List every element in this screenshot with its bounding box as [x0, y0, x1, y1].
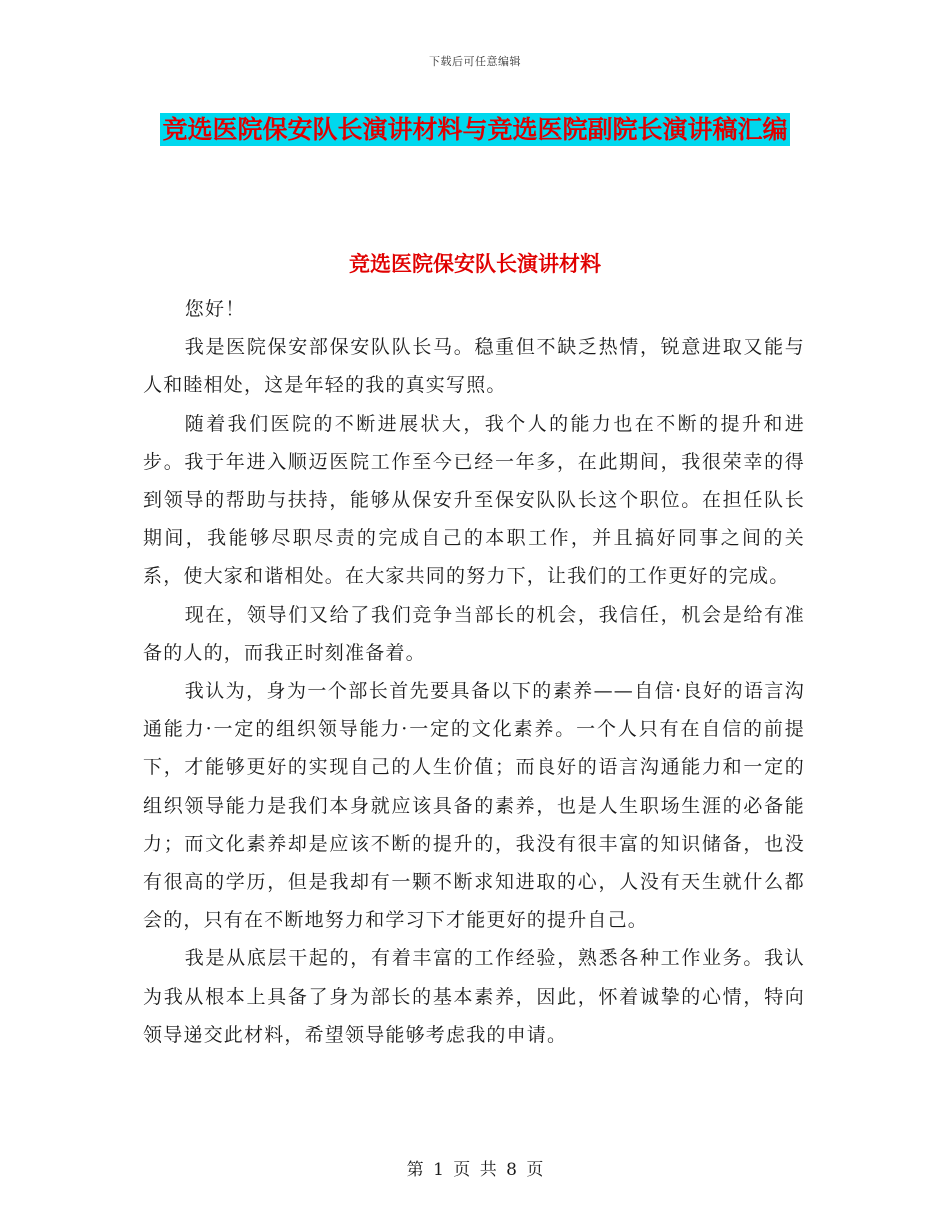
page-number: 第 1 页 共 8 页 [406, 1160, 544, 1180]
paragraph: 您好！ [184, 298, 246, 320]
section-title: 竞选医院保安队长演讲材料 [349, 252, 601, 276]
paragraph: 随着我们医院的不断进展状大，我个人的能力也在不断的提升和进步。我于年进入顺迈医院工作至今已经一年多，在此期间，我很荣幸的得到领导的帮助与扶持，能够从保安升至保安队队长这个职位。在担任队长期间，我能够尽职尽责的完成自己的本职工作，并且搞好同事之间的关系，使大家和谐相处。在大家共同的努力下，让我们的工作更好的完成。 [143, 412, 805, 588]
paragraph: 我认为，身为一个部长首先要具备以下的素养——自信·良好的语言沟通能力·一定的组织领导能力·一定的文化素养。一个人只有在自信的前提下，才能够更好的实现自己的人生价值；而良好的语言沟通能力和一定的组织领导能力是我们本身就应该具备的素养，也是人生职场生涯的必备能力；而文化素养却是应该不断的提升的，我没有很丰富的知识储备，也没有很高的学历，但是我却有一颗不断求知进取的心，人没有天生就什么都会的，只有在不断地努力和学习下才能更好的提升自己。 [143, 680, 805, 932]
document-title [140, 106, 810, 154]
paragraph: 现在，领导们又给了我们竞争当部长的机会，我信任，机会是给有准备的人的，而我正时刻准备着。 [143, 603, 805, 664]
header-note: 下载后可任意编辑 [429, 55, 521, 68]
document-title-text: 竞选医院保安队长演讲材料与竞选医院副院长演讲稿汇编 [162, 115, 788, 144]
paragraph: 我是从底层干起的，有着丰富的工作经验，熟悉各种工作业务。我认为我从根本上具备了身为部长的基本素养，因此，怀着诚挚的心情，特向领导递交此材料，希望领导能够考虑我的申请。 [143, 947, 805, 1046]
paragraph: 我是医院保安部保安队队长马。稳重但不缺乏热情，锐意进取又能与人和睦相处，这是年轻的我的真实写照。 [143, 336, 805, 397]
document-body [143, 290, 805, 1054]
